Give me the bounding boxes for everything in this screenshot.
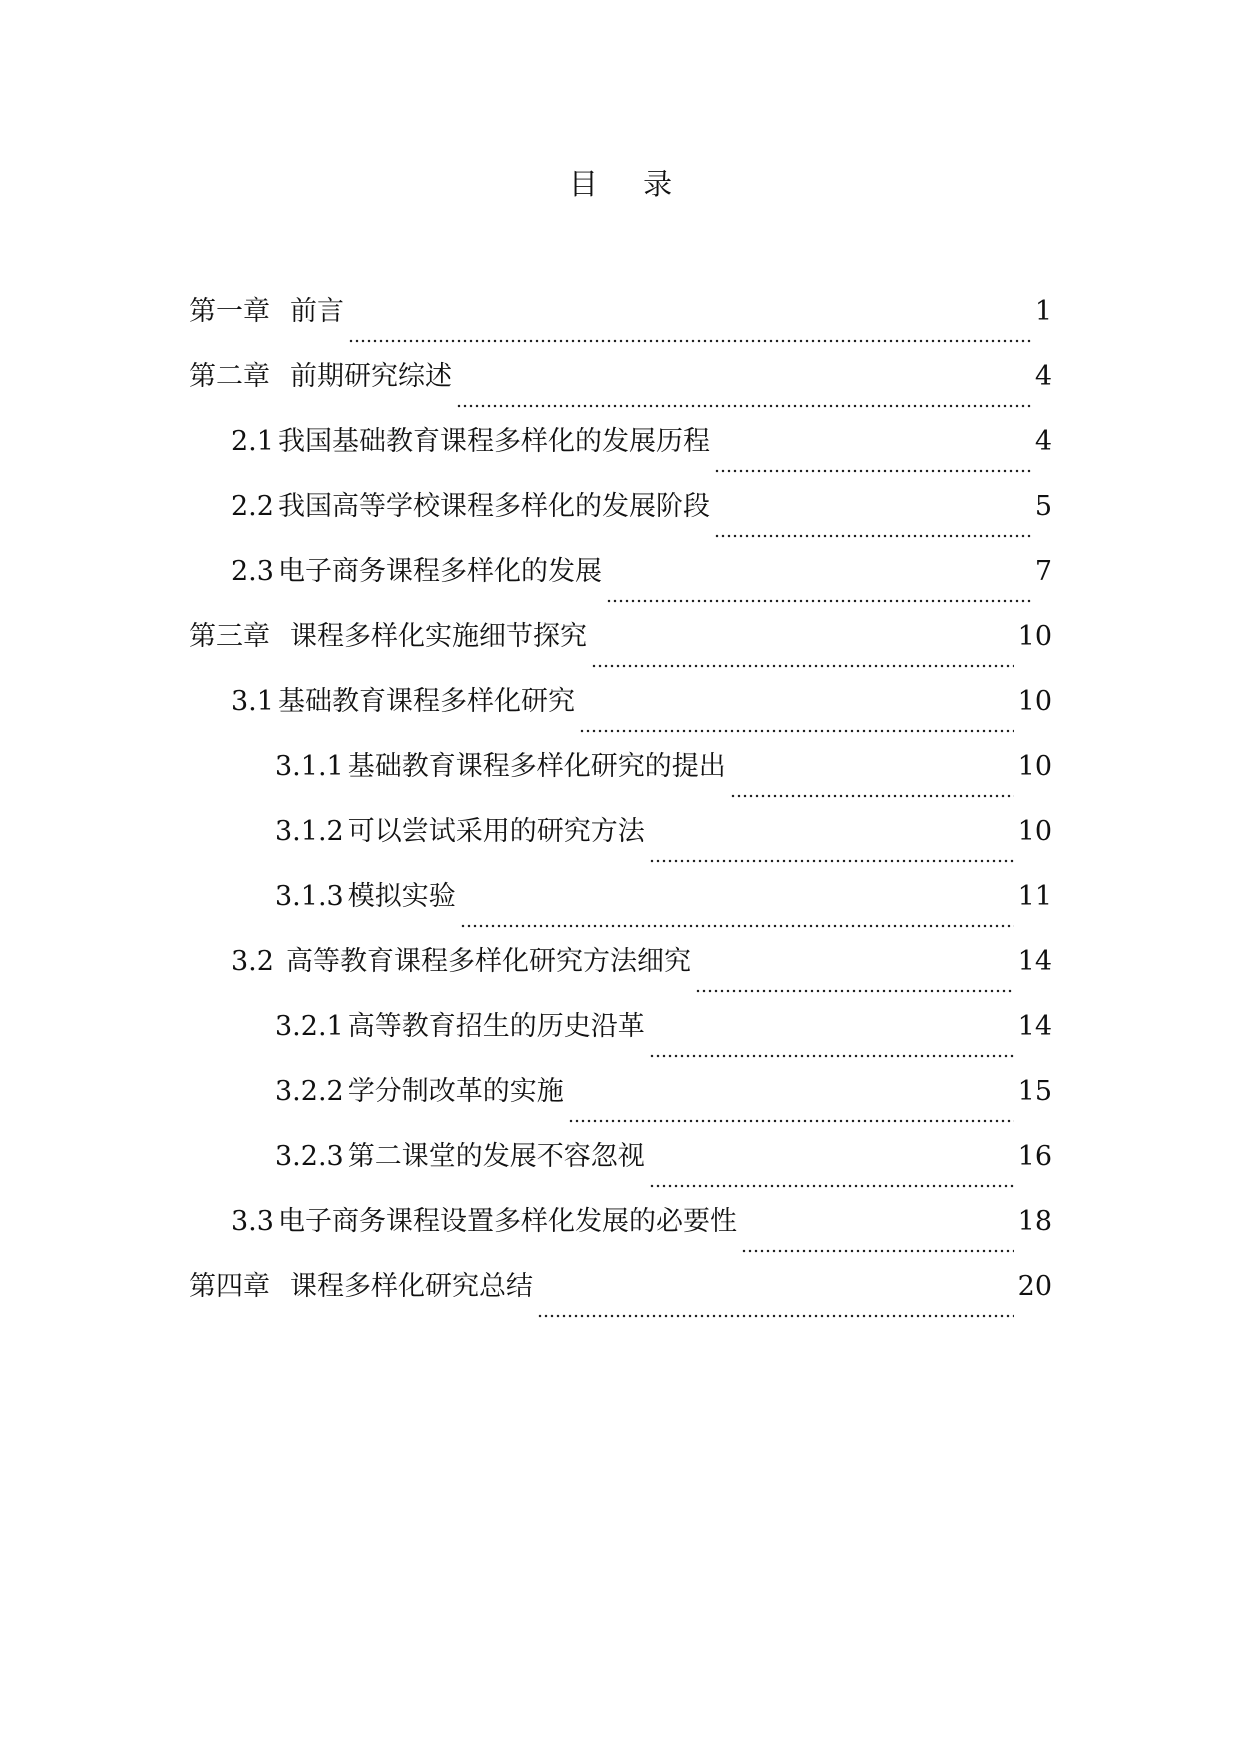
toc-entry-page-number: 1 [1034,296,1052,327]
toc-dot-leader [568,1118,1014,1124]
toc-entry[interactable] [189,615,1052,680]
toc-entry[interactable] [189,1005,1052,1070]
toc-entry-page-number: 14 [1017,946,1052,977]
toc-entry[interactable] [189,940,1052,1005]
toc-entry-title: 可以尝试采用的研究方法 [347,816,645,847]
toc-entry[interactable] [189,485,1052,550]
toc-title: 目 录 [568,167,691,201]
toc-entry-page-number: 20 [1017,1271,1052,1302]
toc-entry[interactable] [189,810,1052,875]
toc-entry-page-number: 7 [1034,556,1052,587]
toc-entry-number: 第三章 [189,621,270,652]
toc-entry-page-number: 11 [1017,881,1052,912]
toc-entry-title: 模拟实验 [347,881,456,912]
toc-entry-title: 课程多样化实施细节探究 [290,621,587,652]
toc-entry[interactable] [189,1135,1052,1200]
toc-entry-number: 第一章 [189,296,270,327]
toc-dot-leader [348,338,1031,344]
toc-entry-number: 3.1.2 [275,816,344,847]
toc-entry-number: 3.2 [231,946,274,977]
toc-entry[interactable] [189,745,1052,810]
toc-dot-leader [695,988,1014,994]
toc-entry-title: 电子商务课程多样化的发展 [277,556,602,587]
toc-entry-number: 2.1 [231,426,274,457]
toc-entry-title: 课程多样化研究总结 [290,1271,533,1302]
toc-entry-title: 第二课堂的发展不容忽视 [347,1141,645,1172]
toc-entry-number: 3.2.3 [275,1141,344,1172]
toc-dot-leader [591,663,1014,669]
toc-entry-page-number: 10 [1017,686,1052,717]
toc-entry-title: 我国高等学校课程多样化的发展阶段 [277,491,710,522]
toc-entry[interactable] [189,355,1052,420]
toc-entry[interactable] [189,875,1052,940]
toc-entry-number: 3.3 [231,1206,274,1237]
toc-dot-leader [460,923,1014,929]
toc-entry-title: 电子商务课程设置多样化发展的必要性 [277,1206,737,1237]
toc-entry[interactable] [189,1070,1052,1135]
toc-entry-number: 3.2.1 [275,1011,344,1042]
toc-entry[interactable] [189,420,1052,485]
toc-entry-title: 我国基础教育课程多样化的发展历程 [277,426,710,457]
toc-entry-title: 前期研究综述 [290,361,452,392]
toc-entry-page-number: 4 [1034,426,1052,457]
toc-entry[interactable] [189,1265,1052,1330]
toc-dot-leader [741,1248,1014,1254]
toc-entry-page-number: 10 [1017,751,1052,782]
toc-entry-page-number: 15 [1017,1076,1052,1107]
toc-dot-leader [537,1313,1014,1319]
toc-dot-leader [579,728,1014,734]
toc-entry-page-number: 18 [1017,1206,1052,1237]
toc-dot-leader [714,468,1031,474]
toc-dot-leader [649,1183,1014,1189]
toc-dot-leader [714,533,1031,539]
toc-entry-number: 3.1.1 [275,751,344,782]
toc-entry-title: 学分制改革的实施 [347,1076,564,1107]
toc-entry-number: 3.1.3 [275,881,344,912]
toc-dot-leader [456,403,1031,409]
toc-entry-page-number: 5 [1034,491,1052,522]
toc-entry[interactable] [189,1200,1052,1265]
toc-entry-page-number: 16 [1017,1141,1052,1172]
toc-list [189,290,1052,1330]
toc-entry-title: 基础教育课程多样化研究 [277,686,575,717]
toc-entry-title: 基础教育课程多样化研究的提出 [347,751,726,782]
toc-entry-number: 3.2.2 [275,1076,344,1107]
toc-entry-number: 第二章 [189,361,270,392]
toc-entry-title: 高等教育课程多样化研究方法细究 [285,946,691,977]
toc-entry-number: 2.2 [231,491,274,522]
toc-entry-number: 3.1 [231,686,274,717]
toc-dot-leader [649,858,1014,864]
toc-entry-title: 前言 [290,296,344,327]
toc-entry-number: 2.3 [231,556,274,587]
toc-dot-leader [606,598,1031,604]
toc-entry-page-number: 4 [1034,361,1052,392]
toc-dot-leader [649,1053,1014,1059]
toc-entry-page-number: 10 [1017,816,1052,847]
toc-dot-leader [730,793,1014,799]
toc-entry[interactable] [189,680,1052,745]
toc-entry[interactable] [189,290,1052,355]
toc-entry-number: 第四章 [189,1271,270,1302]
toc-entry-title: 高等教育招生的历史沿革 [347,1011,645,1042]
toc-entry-page-number: 14 [1017,1011,1052,1042]
toc-entry-page-number: 10 [1017,621,1052,652]
toc-entry[interactable] [189,550,1052,615]
